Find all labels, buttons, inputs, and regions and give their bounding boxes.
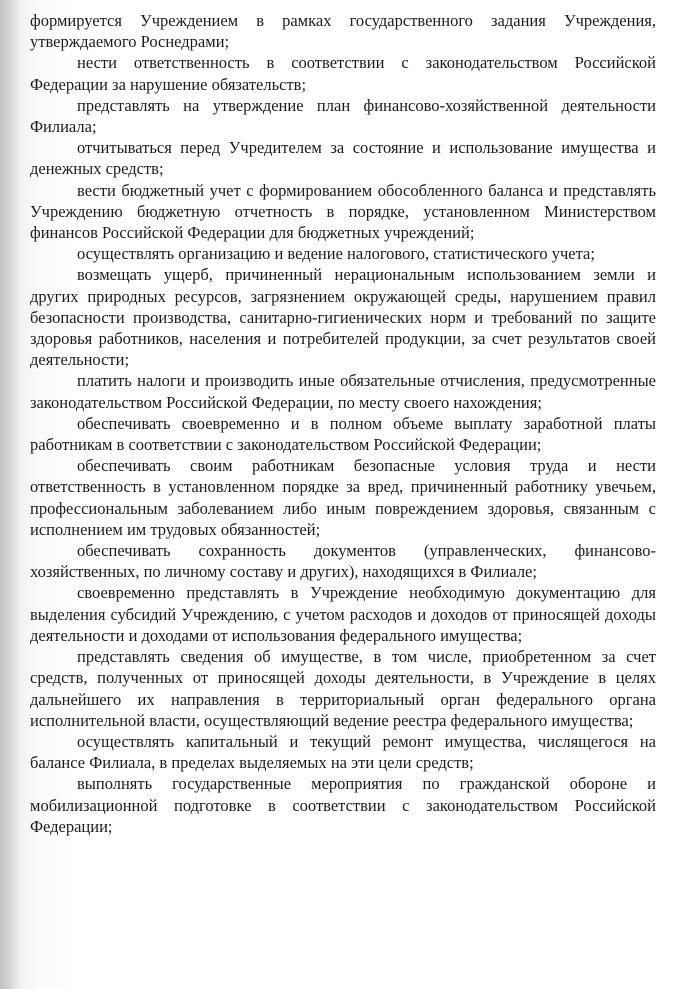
paragraph-salary: обеспечивать своевременно и в полном объеме выплату заработной платы работникам в соответствии с законодательством Российской Федерации; <box>30 413 656 455</box>
paragraph-continuation: формируется Учреждением в рамках государственного задания Учреждения, утверждаемого Роснедрами; <box>30 11 656 52</box>
paragraph-subsidies: своевременно представлять в Учреждение необходимую документацию для выделения субсидий Учреждению, с учетом расходов и доходов от приносящей доходы деятельности и доходами от использования федерального имущества; <box>30 583 656 645</box>
paragraph-tax-accounting: осуществлять организацию и ведение налогового, статистического учета; <box>77 244 595 264</box>
paragraph-civil-defense: выполнять государственные мероприятия по гражданской обороне и мобилизационной подготовке в соответствии с законодательством Российской Федерации; <box>30 774 656 836</box>
paragraph-financial-plan: представлять на утверждение план финансово-хозяйственной деятельности Филиала; <box>30 95 656 137</box>
paragraph-budget-accounting: вести бюджетный учет с формированием обособленного баланса и представлять Учреждению бюджетную отчетность в порядке, установленном Министерством финансов Российской Федерации для бюджетных учреждений; <box>30 180 656 243</box>
paragraph-documents: обеспечивать сохранность документов (управленческих, финансово-хозяйственных, по личному составу и других), находящихся в Филиале; <box>30 541 656 582</box>
paragraph-responsibility: нести ответственность в соответствии с законодательством Российской Федерации за нарушение обязательств; <box>30 53 656 94</box>
paragraph-damage-compensation: возмещать ущерб, причиненный нерациональным использованием земли и других природных ресурсов, загрязнением окружающей среды, нарушением правил безопасности производства, санитарно-гигиенических норм и требований по защите здоровья работников, населения и потребителей продукции, за счет результатов своей деятельности; <box>30 265 656 370</box>
paragraph-pay-taxes: платить налоги и производить иные обязательные отчисления, предусмотренные законодательством Российской Федерации, по месту своего нахождения; <box>30 371 656 412</box>
paragraph-work-safety: обеспечивать своим работникам безопасные условия труда и нести ответственность в установленном порядке за вред, причиненный работнику увечьем, профессиональным заболеванием либо иным повреждением здоровья, связанным с исполнением им трудовых обязанностей; <box>30 456 656 539</box>
paragraph-repairs: осуществлять капитальный и текущий ремонт имущества, числящегося на балансе Филиала, в пределах выделяемых на эти цели средств; <box>30 731 656 773</box>
paragraph-report-to-founder: отчитываться перед Учредителем за состояние и использование имущества и денежных средств; <box>30 138 656 179</box>
scan-edge-shadow <box>0 0 22 989</box>
paragraph-property-info: представлять сведения об имуществе, в том числе, приобретенном за счет средств, полученных от приносящей доходы деятельности, в Учреждение в целях дальнейшего их направления в территориальный орган федерального органа исполнительной власти, осуществляющий ведение реестра федерального имущества; <box>30 647 656 730</box>
document-body <box>30 10 656 837</box>
